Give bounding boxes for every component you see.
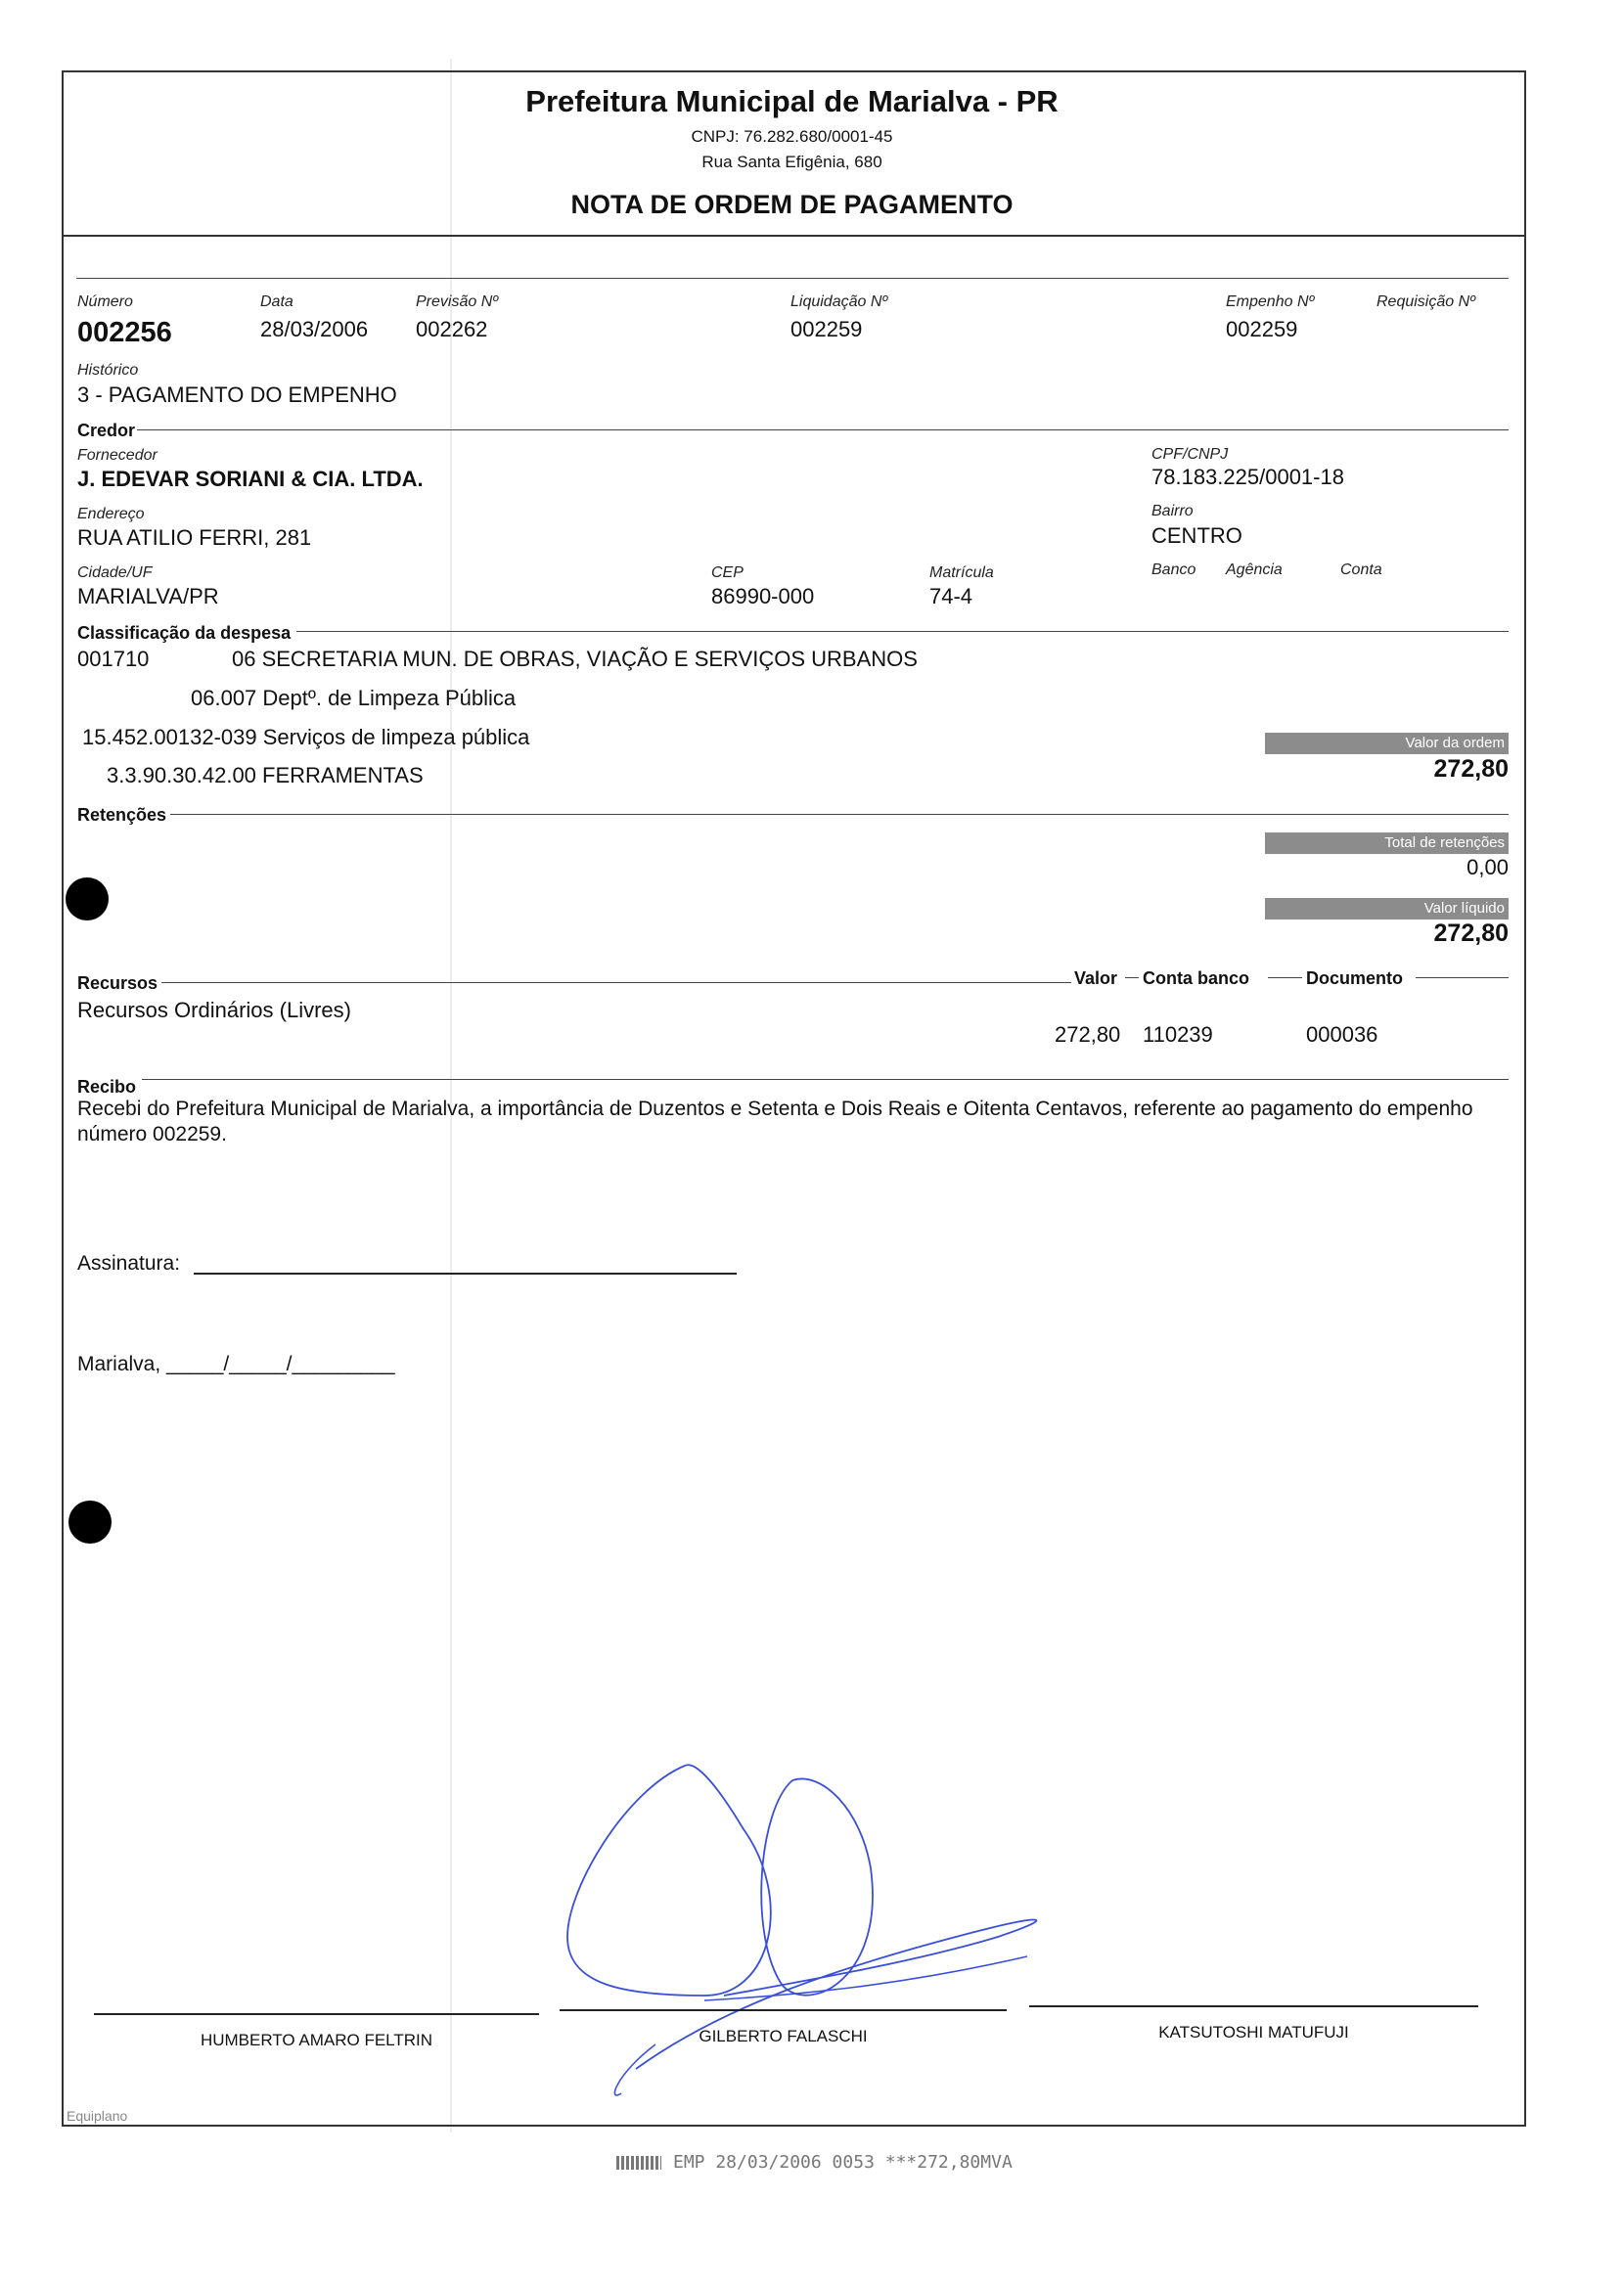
recursos-documento-label: Documento xyxy=(1306,968,1403,988)
retencoes-section-title: Retenções xyxy=(77,805,170,826)
recibo-rule xyxy=(142,1079,1509,1080)
page-title: Prefeitura Municipal de Marialva - PR xyxy=(525,84,1059,118)
agencia-label: Agência xyxy=(1226,561,1283,578)
recursos-rule-3 xyxy=(1268,977,1302,978)
recursos-valor-label: Valor xyxy=(1074,968,1118,988)
recibo-text: Recebi do Prefeitura Municipal de Marialva, a importância de Duzentos e Setenta e Dois Reais e Oitenta Centavos, referente ao pagamento do empenho número 002259. xyxy=(77,1098,1473,1145)
recursos-section-title: Recursos xyxy=(77,973,161,994)
punch-hole xyxy=(66,877,109,920)
valor-ordem-value: 272,80 xyxy=(1433,755,1509,783)
empenho-label: Empenho Nº xyxy=(1226,293,1315,310)
credor-section-title: Credor xyxy=(77,421,141,441)
fields-top-rule xyxy=(76,278,1509,279)
recursos-documento: 000036 xyxy=(1306,1022,1378,1047)
recursos-valor: 272,80 xyxy=(1055,1022,1121,1047)
classificacao-elemento: 3.3.90.30.42.00 FERRAMENTAS xyxy=(107,763,424,787)
recursos-rule-4 xyxy=(1416,977,1509,978)
signature-line-3 xyxy=(1029,2005,1478,2007)
classificacao-orgao: 06 SECRETARIA MUN. DE OBRAS, VIAÇÃO E SERVIÇOS URBANOS xyxy=(232,647,918,671)
signature-scribble xyxy=(548,1751,1076,2113)
assinatura-line[interactable] xyxy=(194,1273,737,1275)
equiplano-brand: Equiplano xyxy=(67,2108,128,2124)
total-retencoes-value: 0,00 xyxy=(1466,855,1509,879)
classificacao-funcional: 15.452.00132-039 Serviços de limpeza pública xyxy=(82,725,530,749)
numero-label: Número xyxy=(77,293,133,310)
retencoes-rule xyxy=(166,814,1509,815)
header-cnpj: CNPJ: 76.282.680/0001-45 xyxy=(691,127,893,146)
bank-stamp xyxy=(616,2152,1013,2173)
historico-label: Histórico xyxy=(77,362,139,379)
fornecedor-label: Fornecedor xyxy=(77,447,158,464)
endereco-value: RUA ATILIO FERRI, 281 xyxy=(77,525,312,550)
matricula-value: 74-4 xyxy=(929,584,973,608)
valor-ordem-label: Valor da ordem xyxy=(1265,733,1509,754)
classificacao-section-title: Classificação da despesa xyxy=(77,623,296,644)
previsao-value: 002262 xyxy=(416,317,488,341)
signatory-3: KATSUTOSHI MATUFUJI xyxy=(1158,2023,1349,2042)
cep-label: CEP xyxy=(711,564,744,581)
classificacao-code: 001710 xyxy=(77,647,150,671)
liquidacao-label: Liquidação Nº xyxy=(790,293,888,310)
previsao-label: Previsão Nº xyxy=(416,293,499,310)
requisicao-label: Requisição Nº xyxy=(1376,293,1475,310)
stamp-text: EMP 28/03/2006 0053 ***272,80MVA xyxy=(673,2152,1013,2173)
cep-value: 86990-000 xyxy=(711,584,815,608)
signature-line-1 xyxy=(94,2013,539,2015)
recursos-rule xyxy=(157,982,1071,983)
matricula-label: Matrícula xyxy=(929,564,994,581)
cpf-cnpj-value: 78.183.225/0001-18 xyxy=(1151,465,1344,489)
signatory-1: HUMBERTO AMARO FELTRIN xyxy=(200,2031,433,2049)
header-divider xyxy=(62,235,1524,237)
signature-line-2 xyxy=(560,2009,1007,2011)
assinatura-label: Assinatura: xyxy=(77,1252,181,1275)
local-date: Marialva, _____/_____/_________ xyxy=(77,1353,395,1375)
header-address: Rua Santa Efigênia, 680 xyxy=(701,153,882,171)
punch-hole-2 xyxy=(68,1501,112,1544)
document-title: NOTA DE ORDEM DE PAGAMENTO xyxy=(570,190,1014,219)
signatory-2: GILBERTO FALASCHI xyxy=(699,2027,868,2045)
data-label: Data xyxy=(260,293,293,310)
banco-label: Banco xyxy=(1151,561,1196,578)
recursos-conta: 110239 xyxy=(1143,1022,1213,1047)
classificacao-rule xyxy=(293,631,1509,632)
valor-liquido-label: Valor líquido xyxy=(1265,898,1509,920)
recibo-section-title: Recibo xyxy=(77,1077,142,1098)
stamp-barcode-icon xyxy=(616,2156,661,2170)
cpf-cnpj-label: CPF/CNPJ xyxy=(1151,446,1229,463)
conta-label: Conta xyxy=(1340,561,1382,578)
recursos-rule-2 xyxy=(1125,977,1139,978)
fornecedor-value: J. EDEVAR SORIANI & CIA. LTDA. xyxy=(77,467,424,491)
bairro-value: CENTRO xyxy=(1151,523,1242,548)
liquidacao-value: 002259 xyxy=(790,317,863,341)
classificacao-unidade: 06.007 Deptº. de Limpeza Pública xyxy=(191,686,517,710)
recursos-name: Recursos Ordinários (Livres) xyxy=(77,998,351,1022)
cidade-value: MARIALVA/PR xyxy=(77,584,219,608)
credor-rule xyxy=(137,429,1509,430)
bairro-label: Bairro xyxy=(1151,503,1194,519)
endereco-label: Endereço xyxy=(77,506,145,522)
cidade-label: Cidade/UF xyxy=(77,564,153,581)
data-value: 28/03/2006 xyxy=(260,317,369,341)
valor-liquido-value: 272,80 xyxy=(1433,920,1509,947)
historico-value: 3 - PAGAMENTO DO EMPENHO xyxy=(77,382,397,407)
total-retencoes-label: Total de retenções xyxy=(1265,832,1509,854)
numero-value: 002256 xyxy=(77,317,172,348)
empenho-value: 002259 xyxy=(1226,317,1298,341)
recursos-conta-label: Conta banco xyxy=(1143,968,1250,988)
